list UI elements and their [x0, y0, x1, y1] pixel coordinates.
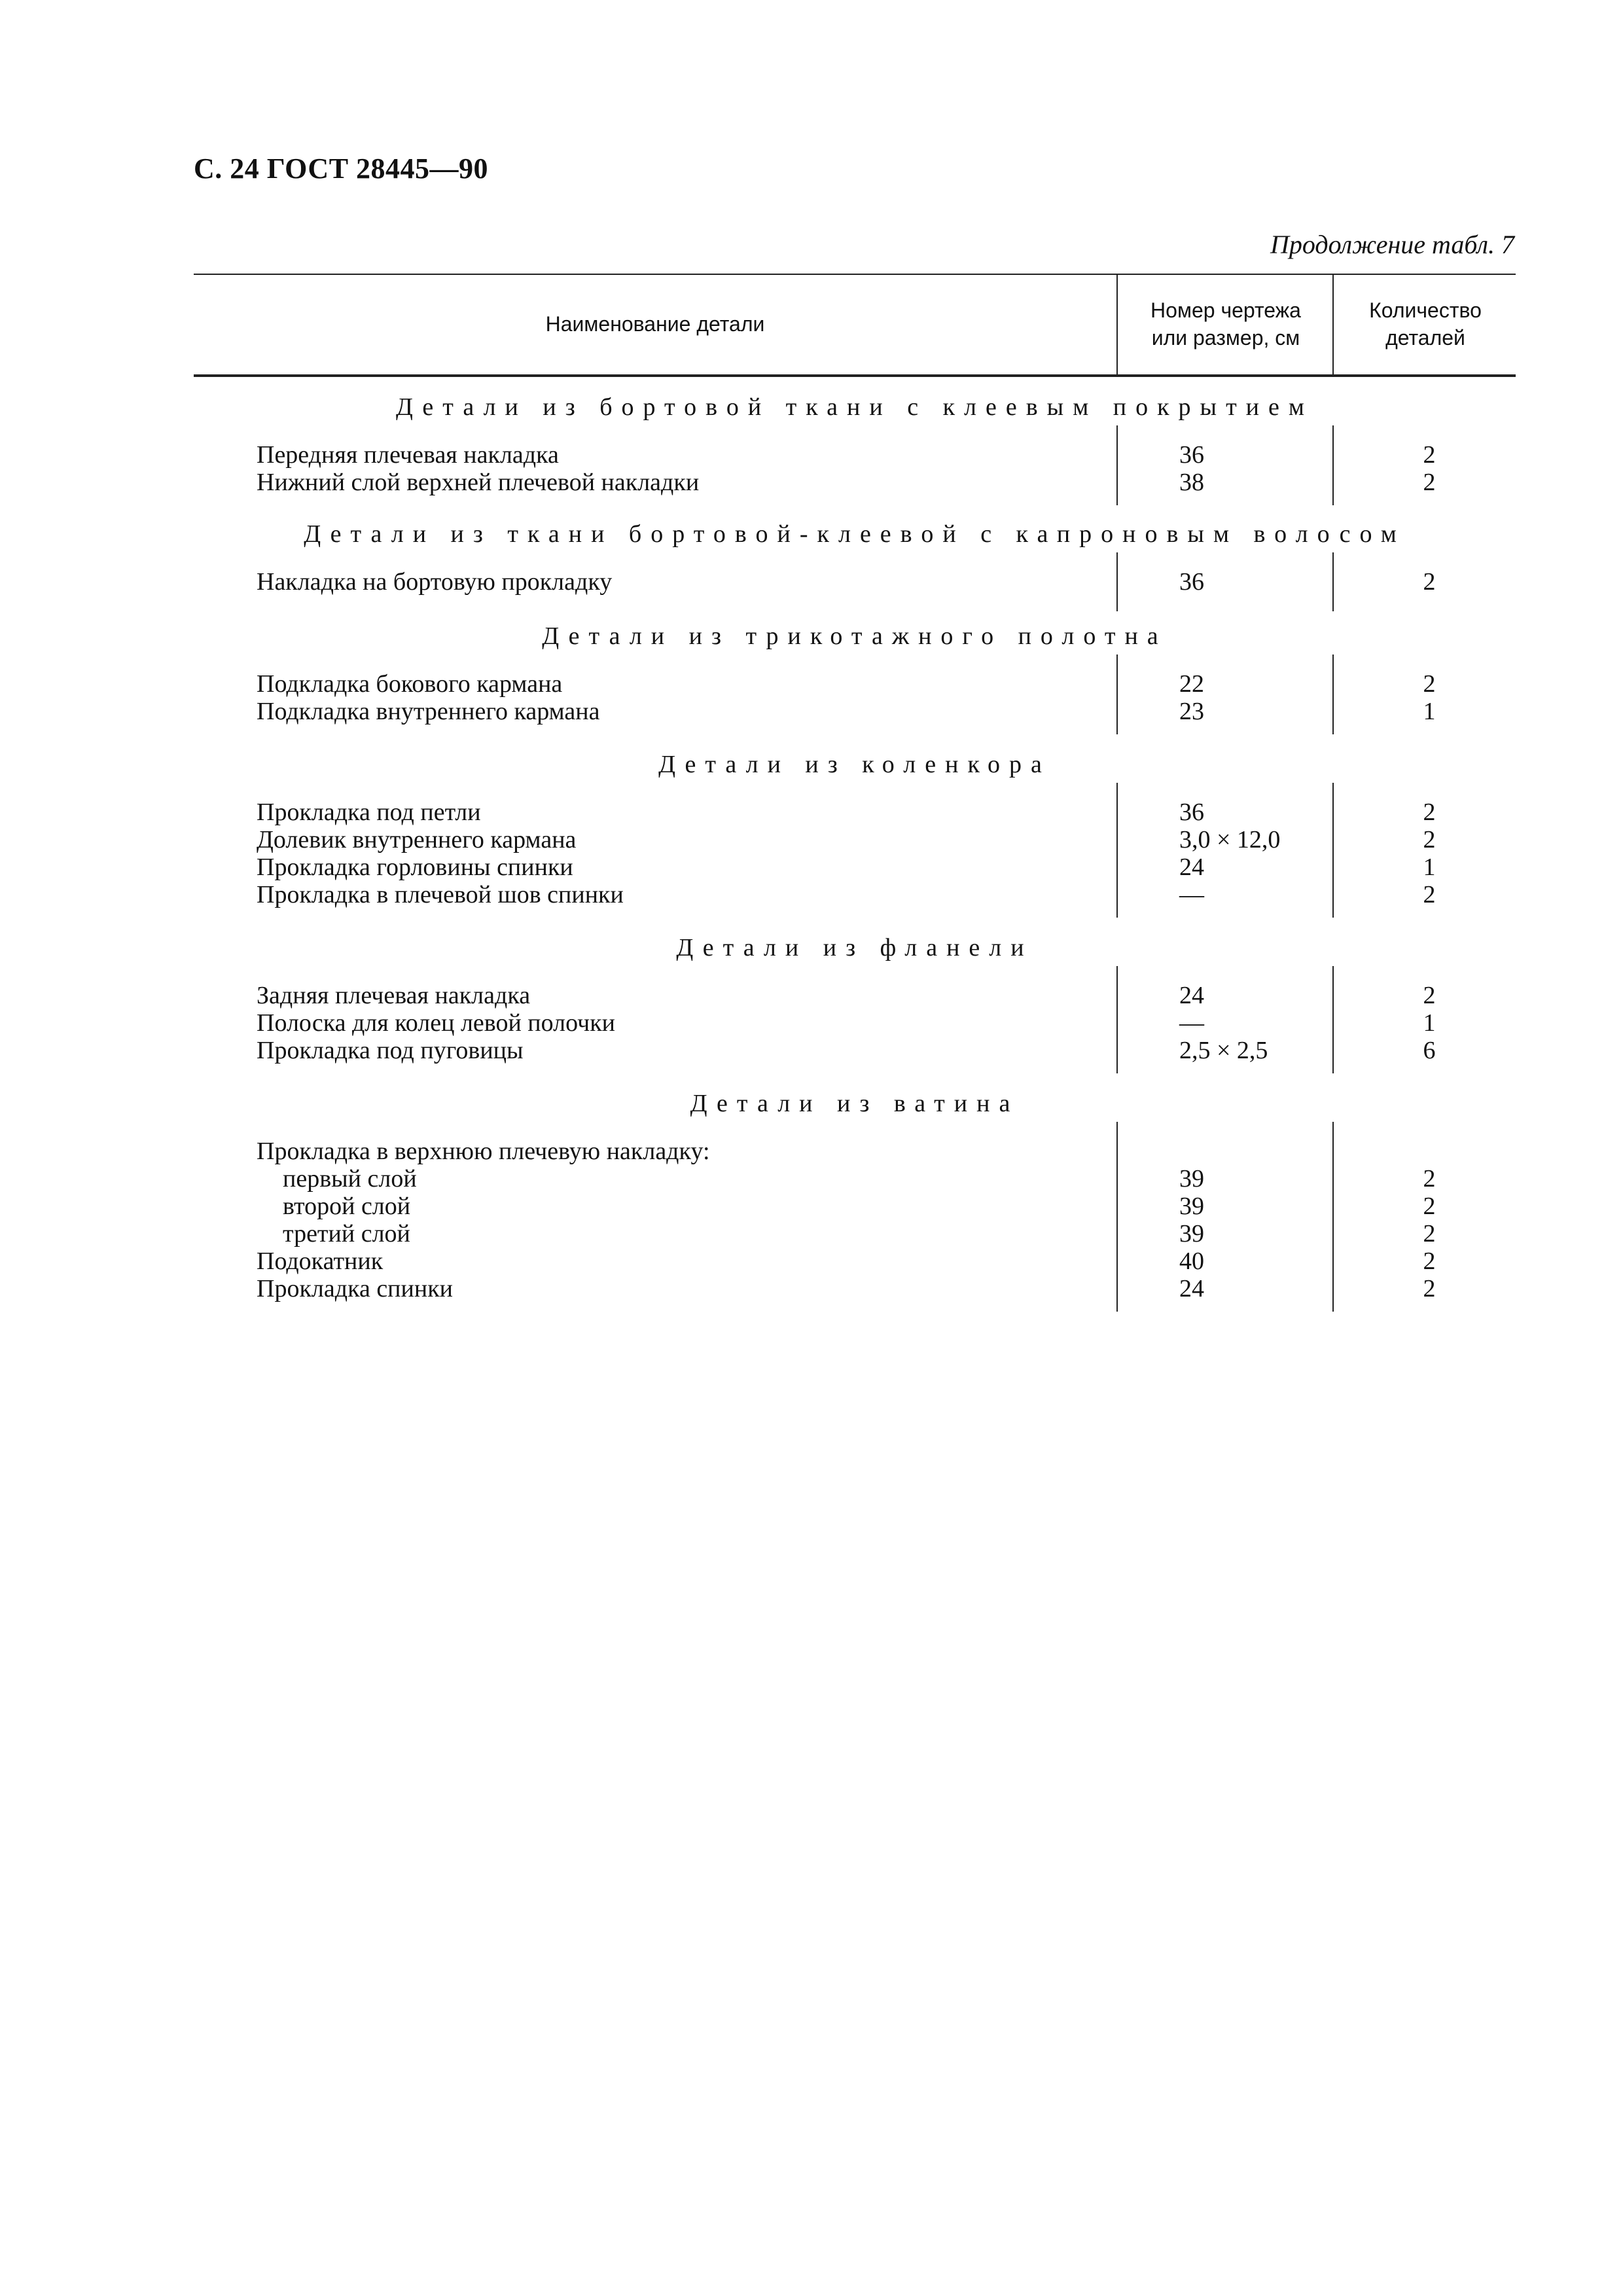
drawing-number: — [1179, 1009, 1204, 1037]
table-row [194, 853, 1516, 881]
section-group [194, 783, 1516, 918]
drawing-number: 36 [1179, 568, 1204, 596]
section-group [194, 966, 1516, 1073]
table-row [194, 1193, 1516, 1220]
section-group [194, 552, 1516, 611]
part-name: Полоска для колец левой полочки [257, 1009, 616, 1037]
header-quantity [1332, 274, 1517, 374]
part-quantity: 2 [1423, 1165, 1436, 1193]
part-quantity: 2 [1423, 881, 1436, 908]
part-name: третий слой [283, 1220, 410, 1247]
drawing-number: 24 [1179, 853, 1204, 881]
table-row [194, 1247, 1516, 1275]
table-row [194, 469, 1516, 496]
part-name: Накладка на бортовую прокладку [257, 568, 613, 596]
part-quantity: 2 [1423, 568, 1436, 596]
drawing-number: 24 [1179, 1275, 1204, 1302]
part-name: Долевик внутреннего кармана [257, 826, 577, 853]
header-name [194, 274, 1116, 374]
part-quantity: 1 [1423, 853, 1436, 881]
page-header: С. 24 ГОСТ 28445—90 [194, 152, 489, 185]
drawing-number: 2,5 × 2,5 [1179, 1037, 1268, 1064]
table-row [194, 1009, 1516, 1037]
drawing-number: 3,0 × 12,0 [1179, 826, 1281, 853]
table-continuation-label: Продолжение табл. 7 [1270, 230, 1514, 259]
table-row [194, 441, 1516, 469]
drawing-number: 22 [1179, 670, 1204, 698]
table-row [194, 826, 1516, 853]
part-name: первый слой [283, 1165, 417, 1193]
table-row [194, 1037, 1516, 1064]
table-row [194, 670, 1516, 698]
part-quantity: 1 [1423, 698, 1436, 725]
part-name: Прокладка спинки [257, 1275, 453, 1302]
part-name: Прокладка в верхнюю плечевую накладку: [257, 1138, 710, 1165]
part-quantity: 2 [1423, 982, 1436, 1009]
table-row [194, 698, 1516, 725]
section-group [194, 1122, 1516, 1312]
drawing-number: — [1179, 881, 1204, 908]
part-quantity: 2 [1423, 1275, 1436, 1302]
part-quantity: 2 [1423, 670, 1436, 698]
part-name: Подокатник [257, 1247, 383, 1275]
section-group [194, 655, 1516, 734]
drawing-number: 40 [1179, 1247, 1204, 1275]
table-row [194, 1220, 1516, 1247]
section-title: Детали из ткани бортовой-клеевой с капроновым волосом [304, 520, 1406, 548]
header-drawing [1116, 274, 1334, 374]
table-header [194, 274, 1516, 374]
section-title: Детали из трикотажного полотна [542, 622, 1168, 650]
part-name: Прокладка под пуговицы [257, 1037, 524, 1064]
part-name: Нижний слой верхней плечевой накладки [257, 469, 700, 496]
part-quantity: 2 [1423, 469, 1436, 496]
drawing-number: 23 [1179, 698, 1204, 725]
table-row [194, 1138, 1516, 1165]
header-name-label: Наименование детали [545, 312, 765, 336]
part-quantity: 2 [1423, 826, 1436, 853]
section-title: Детали из коленкора [658, 751, 1051, 778]
drawing-number: 39 [1179, 1193, 1204, 1220]
table-row [194, 881, 1516, 908]
part-quantity: 6 [1423, 1037, 1436, 1064]
section-title: Детали из бортовой ткани с клеевым покрытием [396, 393, 1313, 421]
drawing-number: 39 [1179, 1165, 1204, 1193]
part-name: Прокладка под петли [257, 798, 481, 826]
section-title: Детали из ватина [690, 1090, 1020, 1117]
table-row [194, 1165, 1516, 1193]
part-name: Прокладка горловины спинки [257, 853, 573, 881]
section-title: Детали из фланели [676, 934, 1033, 961]
table-row [194, 1275, 1516, 1302]
part-name: Подкладка бокового кармана [257, 670, 563, 698]
part-quantity: 2 [1423, 1220, 1436, 1247]
part-name: Подкладка внутреннего кармана [257, 698, 600, 725]
header-drawing-line2: или размер, см [1151, 326, 1300, 350]
drawing-number: 24 [1179, 982, 1204, 1009]
part-name: Передняя плечевая накладка [257, 441, 559, 469]
header-double-rule [194, 374, 1516, 377]
section-group [194, 425, 1516, 505]
table-row [194, 568, 1516, 596]
part-quantity: 1 [1423, 1009, 1436, 1037]
header-drawing-line1: Номер чертежа [1150, 298, 1301, 322]
part-quantity: 2 [1423, 441, 1436, 469]
drawing-number: 38 [1179, 469, 1204, 496]
part-name: Задняя плечевая накладка [257, 982, 531, 1009]
header-quantity-line2: деталей [1385, 326, 1465, 350]
part-quantity: 2 [1423, 1247, 1436, 1275]
drawing-number: 36 [1179, 441, 1204, 469]
table-row [194, 798, 1516, 826]
part-quantity: 2 [1423, 798, 1436, 826]
part-quantity: 2 [1423, 1193, 1436, 1220]
drawing-number: 36 [1179, 798, 1204, 826]
table-row [194, 982, 1516, 1009]
part-name: Прокладка в плечевой шов спинки [257, 881, 624, 908]
part-name: второй слой [283, 1193, 411, 1220]
drawing-number: 39 [1179, 1220, 1204, 1247]
header-quantity-line1: Количество [1369, 298, 1482, 322]
